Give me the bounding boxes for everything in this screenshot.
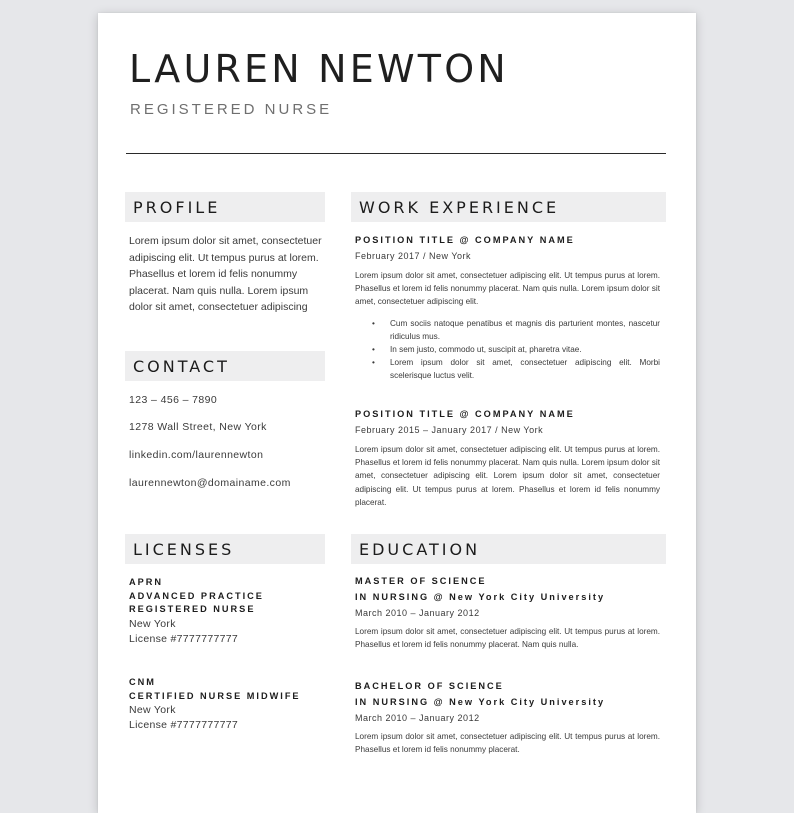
job-entry [355, 235, 660, 383]
header-divider [126, 153, 666, 154]
license-item [129, 576, 324, 647]
degree-summary: Lorem ipsum dolor sit amet, consectetuer adipiscing elit. Ut tempus purus at lorem. Phasellus et lorem id felis nonummy placerat. [355, 732, 660, 755]
license-title-line: CERTIFIED NURSE MIDWIFE [129, 690, 301, 701]
work-heading: WORK EXPERIENCE [351, 192, 666, 222]
license-title-line: REGISTERED NURSE [129, 604, 256, 614]
degree-entry [355, 576, 660, 651]
contact-linkedin[interactable]: linkedin.com/laurennewton [129, 449, 264, 461]
license-item [129, 676, 324, 733]
degree-entry [355, 681, 660, 756]
education-heading: EDUCATION [351, 534, 666, 564]
job-bullets [355, 317, 660, 383]
licenses-heading: LICENSES [125, 534, 325, 564]
degree-subtitle: IN NURSING @ New York City University [355, 697, 606, 707]
job-summary: Lorem ipsum dolor sit amet, consectetuer adipiscing elit. Ut tempus purus at lorem. Phasellus et lorem id felis nonummy placerat. Nam quis nulla. Lorem ipsum dolor sit amet, consectetuer adipiscing elit. Lorem ipsum dolor sit amet, consectetuer adipiscing elit. Ut tempus purus at lorem. Phasellus et lorem id felis nonummy placerat. [355, 445, 660, 507]
job-title: POSITION TITLE @ COMPANY NAME [355, 409, 575, 419]
degree-summary: Lorem ipsum dolor sit amet, consectetuer adipiscing elit. Ut tempus purus at lorem. Phasellus et lorem id felis nonummy placerat. Nam quis nulla. [355, 627, 660, 650]
degree-title: MASTER OF SCIENCE [355, 576, 487, 586]
job-bullet: • Cum sociis natoque penatibus et magnis dis parturient montes, nascetur ridiculus mus. [355, 317, 660, 343]
job-bullet: • In sem justo, commodo ut, suscipit at, pharetra vitae. [355, 343, 660, 356]
job-dates: February 2015 – January 2017 / New York [355, 425, 544, 435]
profile-text: Lorem ipsum dolor sit amet, consectetuer adipiscing elit. Ut tempus purus at lorem. Phasellus et lorem id felis nonummy placerat. Nam quis nulla. Lorem ipsum dolor sit amet, consectetuer adipiscing [129, 235, 322, 314]
degree-dates: March 2010 – January 2012 [355, 608, 480, 618]
license-title-line: APRN [129, 577, 164, 587]
degree-title: BACHELOR OF SCIENCE [355, 681, 504, 691]
contact-heading: CONTACT [125, 351, 325, 381]
contact-address: 1278 Wall Street, New York [129, 421, 267, 433]
job-title: POSITION TITLE @ COMPANY NAME [355, 235, 575, 245]
candidate-role: REGISTERED NURSE [130, 101, 333, 118]
job-summary: Lorem ipsum dolor sit amet, consectetuer adipiscing elit. Ut tempus purus at lorem. Phasellus et lorem id felis nonummy placerat. Nam quis nulla. Lorem ipsum dolor sit amet, consectetuer adipiscing elit. [355, 271, 660, 307]
contact-phone: 123 – 456 – 7890 [129, 394, 218, 406]
degree-dates: March 2010 – January 2012 [355, 713, 480, 723]
contact-email[interactable]: laurennewton@domainame.com [129, 477, 291, 489]
candidate-name: LAUREN NEWTON [129, 47, 509, 91]
license-title-line: CNM [129, 677, 156, 687]
license-number: License #7777777777 [129, 719, 239, 731]
license-title-line: ADVANCED PRACTICE [129, 590, 264, 601]
license-number: License #7777777777 [129, 632, 239, 645]
degree-subtitle: IN NURSING @ New York City University [355, 592, 606, 602]
profile-section [129, 233, 324, 316]
profile-heading: PROFILE [125, 192, 325, 222]
job-dates: February 2017 / New York [355, 251, 472, 261]
license-location: New York [129, 704, 176, 716]
license-location: New York [129, 617, 176, 630]
job-entry [355, 409, 660, 509]
job-bullet: • Lorem ipsum dolor sit amet, consectetuer adipiscing elit. Morbi scelerisque luctus velit. [355, 356, 660, 382]
